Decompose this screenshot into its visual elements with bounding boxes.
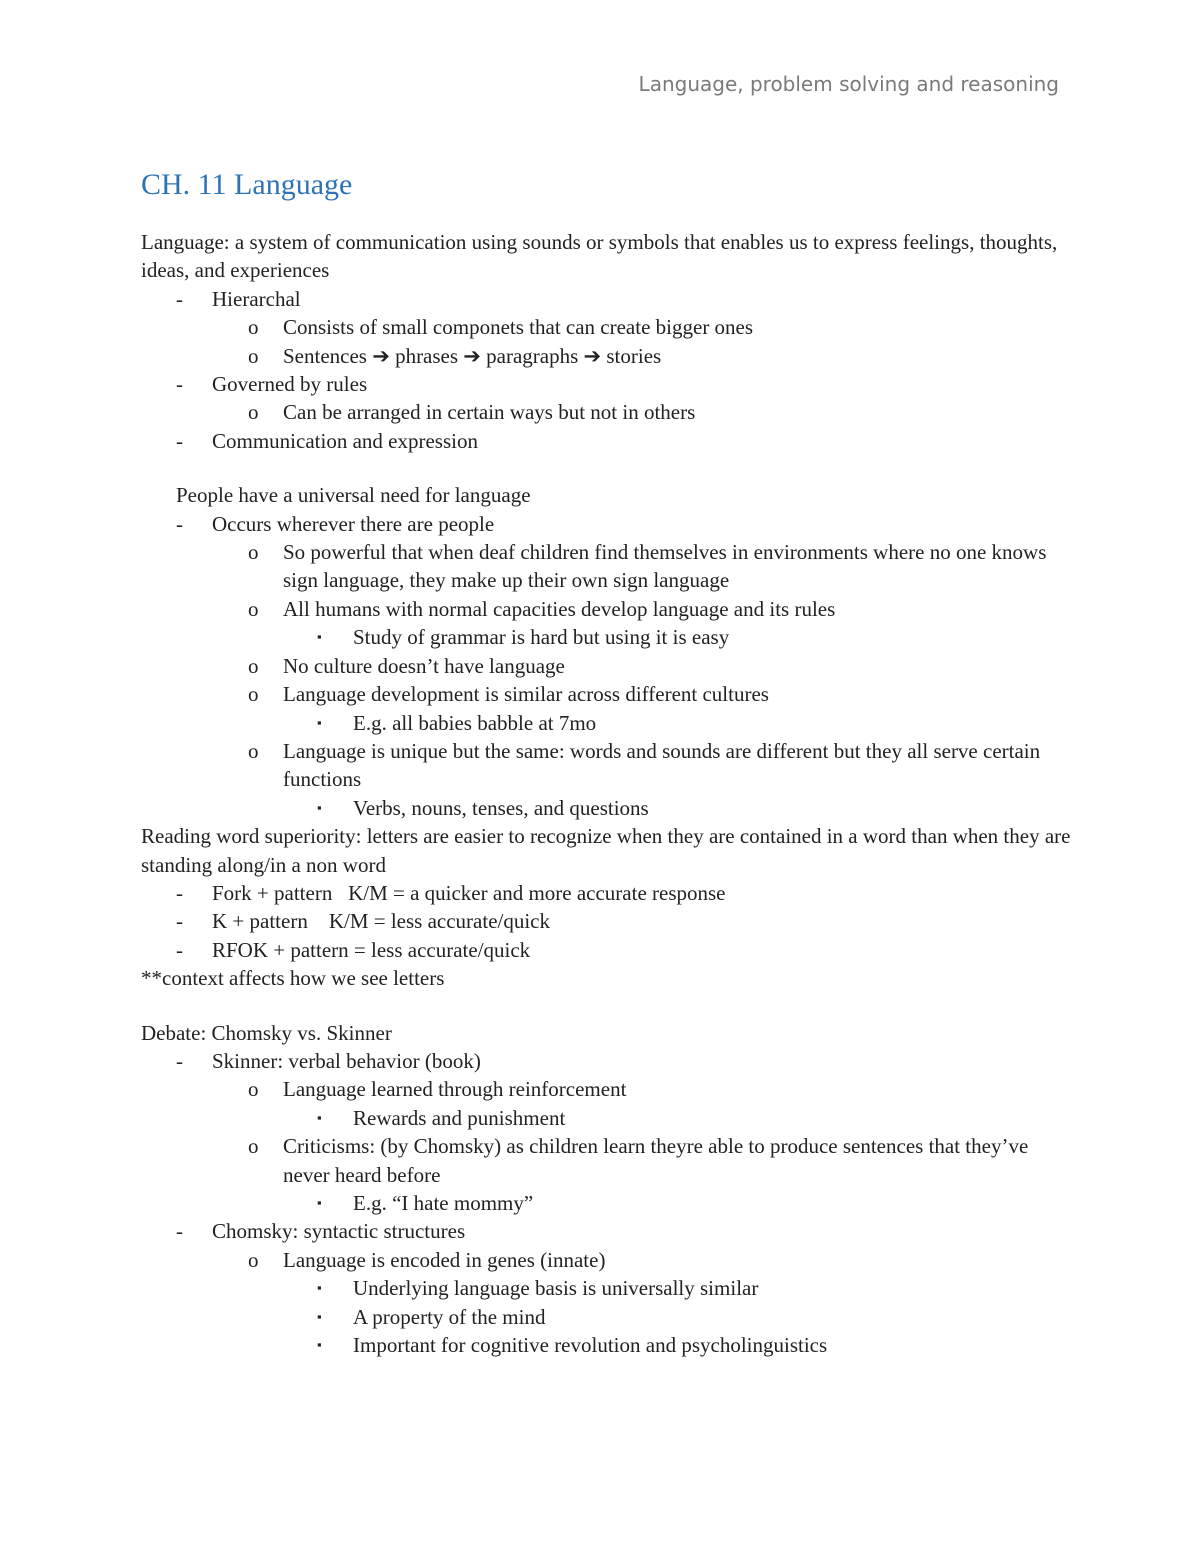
list-item: - Governed by rules bbox=[141, 370, 1071, 398]
circle-marker: o bbox=[248, 738, 259, 763]
list-item: o All humans with normal capacities develop language and its rules bbox=[141, 595, 1071, 623]
square-marker: ▪ bbox=[317, 714, 322, 730]
list-item: o Sentences ➔ phrases ➔ paragraphs ➔ stories bbox=[141, 342, 1071, 370]
circle-marker: o bbox=[248, 1134, 259, 1159]
dash-marker: - bbox=[176, 937, 183, 962]
square-marker: ▪ bbox=[317, 1308, 322, 1324]
circle-marker: o bbox=[248, 653, 259, 678]
list-item: - Occurs wherever there are people bbox=[141, 510, 1071, 538]
list-item: - Chomsky: syntactic structures bbox=[141, 1217, 1071, 1245]
circle-marker: o bbox=[248, 343, 259, 368]
page-header: Language, problem solving and reasoning bbox=[638, 72, 1059, 96]
list-item: o Language is encoded in genes (innate) bbox=[141, 1246, 1071, 1274]
dash-marker: - bbox=[176, 1219, 183, 1244]
square-marker: ▪ bbox=[317, 1195, 322, 1210]
reading-paragraph: Reading word superiority: letters are easier to recognize when they are contained in a word than when they are standing along/in a non word bbox=[141, 824, 1071, 877]
square-marker: ▪ bbox=[317, 1109, 322, 1125]
list-item: - Fork + pattern K/M = a quicker and more accurate response bbox=[141, 879, 1071, 907]
circle-marker: o bbox=[248, 1247, 259, 1272]
circle-marker: o bbox=[248, 400, 259, 425]
circle-marker: o bbox=[248, 540, 259, 565]
list-item: - K + pattern K/M = less accurate/quick bbox=[141, 907, 1071, 935]
circle-marker: o bbox=[248, 315, 259, 340]
list-item: o Language learned through reinforcement bbox=[141, 1075, 1071, 1103]
chapter-title: CH. 11 Language bbox=[141, 168, 353, 201]
list-item: - Skinner: verbal behavior (book) bbox=[141, 1047, 1071, 1075]
dash-marker: - bbox=[176, 372, 183, 397]
list-item: ▪ A property of the mind bbox=[141, 1303, 1071, 1331]
context-note: **context affects how we see letters bbox=[141, 966, 445, 991]
square-marker: ▪ bbox=[317, 1337, 322, 1353]
dash-marker: - bbox=[176, 286, 183, 311]
circle-marker: o bbox=[248, 596, 259, 621]
list-item: ▪ Verbs, nouns, tenses, and questions bbox=[141, 794, 1071, 822]
list-item: ▪ Study of grammar is hard but using it is easy bbox=[141, 623, 1071, 651]
list-item: o Criticisms: (by Chomsky) as children learn theyre able to produce sentences that they’ve never heard before bbox=[248, 1134, 1029, 1187]
dash-marker: - bbox=[176, 428, 183, 453]
list-item: o So powerful that when deaf children find themselves in environments where no one knows sign language, they make up their own sign language bbox=[248, 540, 1047, 593]
dash-marker: - bbox=[176, 511, 183, 536]
square-marker: ▪ bbox=[317, 1280, 322, 1296]
list-item: ▪ Underlying language basis is universally similar bbox=[141, 1274, 1071, 1302]
notes-body bbox=[141, 228, 1071, 1359]
square-marker: ▪ bbox=[317, 799, 322, 815]
definition-paragraph: Language: a system of communication using sounds or symbols that enables us to express feelings, thoughts, ideas, and experiences bbox=[141, 230, 1058, 283]
list-item: o Can be arranged in certain ways but not in others bbox=[141, 398, 1071, 426]
dash-marker: - bbox=[176, 909, 183, 934]
list-item: ▪ E.g. “I hate mommy” bbox=[141, 1189, 1071, 1217]
circle-marker: o bbox=[248, 682, 259, 707]
list-item: ▪ Important for cognitive revolution and psycholinguistics bbox=[141, 1331, 1071, 1359]
list-item: ▪ E.g. all babies babble at 7mo bbox=[141, 709, 1071, 737]
debate-heading: Debate: Chomsky vs. Skinner bbox=[141, 1020, 392, 1045]
list-item: o No culture doesn’t have language bbox=[141, 652, 1071, 680]
list-item: - RFOK + pattern = less accurate/quick bbox=[141, 936, 1071, 964]
circle-marker: o bbox=[248, 1077, 259, 1102]
list-item: - Hierarchal bbox=[141, 285, 1071, 313]
list-item: o Language development is similar across different cultures bbox=[141, 680, 1071, 708]
universal-paragraph: People have a universal need for language bbox=[176, 483, 531, 508]
dash-marker: - bbox=[176, 1048, 183, 1073]
list-item: o Language is unique but the same: words and sounds are different but they all serve certain functions bbox=[248, 738, 1041, 792]
list-item: - Communication and expression bbox=[141, 427, 1071, 455]
dash-marker: - bbox=[176, 880, 183, 905]
list-item: ▪ Rewards and punishment bbox=[141, 1104, 1071, 1132]
list-item: o Consists of small componets that can create bigger ones bbox=[141, 313, 1071, 341]
square-marker: ▪ bbox=[317, 629, 322, 645]
